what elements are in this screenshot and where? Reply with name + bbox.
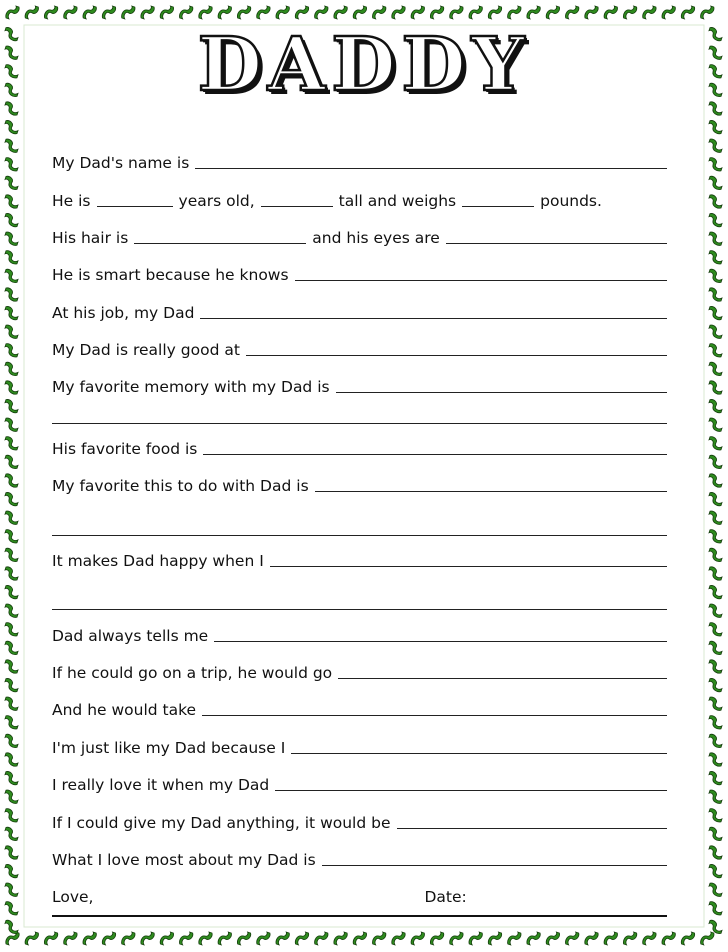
ribbon-icon: [709, 716, 722, 729]
ribbon-icon: [141, 932, 154, 945]
prompt-memory: My favorite memory with my Dad is: [52, 377, 330, 396]
prompt-love-when: I really love it when my Dad: [52, 775, 270, 794]
ribbon-icon: [5, 213, 18, 226]
page-title: DADDY: [197, 22, 531, 108]
line-happy: [52, 548, 667, 570]
line-food: [52, 436, 667, 458]
ribbon-icon: [25, 6, 38, 19]
blank-love-most[interactable]: [322, 865, 667, 866]
ribbon-icon: [373, 6, 386, 19]
ribbon-icon: [5, 920, 18, 933]
prompt-name: My Dad's name is: [52, 153, 190, 172]
ribbon-icon: [709, 883, 722, 896]
ribbon-icon: [5, 511, 18, 524]
ribbon-icon: [276, 6, 289, 19]
ribbon-icon: [5, 232, 18, 245]
ribbon-icon: [44, 6, 57, 19]
prompt-tall-weighs: tall and weighs: [338, 191, 457, 210]
ribbon-icon: [709, 139, 722, 152]
ribbon-icon: [469, 932, 482, 945]
ribbon-icon: [44, 932, 57, 945]
prompt-good-at: My Dad is really good at: [52, 340, 240, 359]
line-smart: [52, 262, 667, 284]
line-name: [52, 150, 667, 172]
ribbon-icon: [701, 6, 714, 19]
ribbon-icon: [5, 697, 18, 710]
ribbon-icon: [709, 120, 722, 133]
prompt-give: If I could give my Dad anything, it would be: [52, 813, 391, 832]
ribbon-icon: [450, 6, 463, 19]
ribbon-icon: [709, 455, 722, 468]
ribbon-icon: [709, 920, 722, 933]
ribbon-icon: [527, 6, 540, 19]
blank-favorite-thing-continued[interactable]: [52, 535, 667, 536]
ribbon-icon: [643, 6, 656, 19]
ribbon-icon: [334, 6, 347, 19]
ribbon-icon: [5, 567, 18, 580]
ribbon-icon: [709, 325, 722, 338]
prompt-like: I'm just like my Dad because I: [52, 738, 286, 757]
ribbon-icon: [709, 902, 722, 915]
ribbon-icon: [160, 932, 173, 945]
ribbon-icon: [295, 932, 308, 945]
line-love-when: [52, 772, 667, 794]
ribbon-icon: [122, 932, 135, 945]
ribbon-icon: [199, 932, 212, 945]
ribbon-icon: [709, 418, 722, 431]
ribbon-icon: [5, 585, 18, 598]
prompt-years-old: years old,: [178, 191, 255, 210]
ribbon-icon: [662, 6, 675, 19]
ribbon-icon: [5, 362, 18, 375]
date-label: Date:: [424, 887, 467, 906]
ribbon-icon: [353, 932, 366, 945]
ribbon-icon: [5, 771, 18, 784]
ribbon-icon: [5, 604, 18, 617]
ribbon-icon: [334, 932, 347, 945]
ribbon-icon: [5, 548, 18, 561]
ribbon-icon: [5, 530, 18, 543]
ribbon-icon: [237, 6, 250, 19]
blank-trip[interactable]: [338, 678, 667, 679]
line-good-at: [52, 337, 667, 359]
ribbon-icon: [5, 176, 18, 189]
ribbon-icon: [5, 158, 18, 171]
prompt-food: His favorite food is: [52, 439, 198, 458]
ribbon-icon: [709, 437, 722, 450]
ribbon-icon: [237, 932, 250, 945]
ribbon-icon: [411, 932, 424, 945]
prompt-pounds: pounds.: [540, 191, 602, 210]
prompt-he-is: He is: [52, 191, 91, 210]
ribbon-icon: [180, 6, 193, 19]
ribbon-icon: [218, 932, 231, 945]
blank-love-when[interactable]: [275, 790, 667, 791]
blank-happy-continued[interactable]: [52, 609, 667, 610]
signoff-rule[interactable]: [52, 915, 667, 917]
line-memory: [52, 374, 667, 396]
ribbon-icon: [709, 492, 722, 505]
ribbon-icon: [5, 846, 18, 859]
ribbon-icon: [5, 269, 18, 282]
ribbon-icon: [709, 158, 722, 171]
ribbon-icon: [411, 6, 424, 19]
line-hair-eyes: [52, 225, 667, 247]
ribbon-icon: [5, 437, 18, 450]
prompt-eyes: and his eyes are: [312, 228, 440, 247]
blank-memory-continued[interactable]: [52, 423, 667, 424]
blank-favorite-thing[interactable]: [315, 491, 667, 492]
ribbon-icon: [276, 932, 289, 945]
ribbon-icon: [709, 604, 722, 617]
line-trip: [52, 660, 667, 682]
ribbon-icon: [585, 932, 598, 945]
line-love-most: [52, 847, 667, 869]
prompt-happy: It makes Dad happy when I: [52, 551, 264, 570]
ribbon-icon: [709, 213, 722, 226]
ribbon-icon: [5, 139, 18, 152]
ribbon-icon: [122, 6, 135, 19]
ribbon-icon: [353, 6, 366, 19]
prompt-smart: He is smart because he knows: [52, 265, 289, 284]
ribbon-icon: [709, 790, 722, 803]
ribbon-icon: [488, 932, 501, 945]
ribbon-icon: [5, 418, 18, 431]
line-favorite-thing: [52, 473, 667, 495]
ribbon-icon: [5, 678, 18, 691]
ribbon-icon: [83, 6, 96, 19]
blank-happy[interactable]: [270, 566, 667, 567]
ribbon-icon: [6, 932, 19, 945]
ribbon-icon: [430, 6, 443, 19]
line-tells: [52, 623, 667, 645]
ribbon-icon: [5, 344, 18, 357]
prompt-job: At his job, my Dad: [52, 303, 195, 322]
ribbon-icon: [5, 399, 18, 412]
ribbon-icon: [681, 932, 694, 945]
blank-like[interactable]: [291, 753, 667, 754]
ribbon-icon: [373, 932, 386, 945]
ribbon-icon: [315, 6, 328, 19]
ribbon-icon: [5, 716, 18, 729]
prompt-take: And he would take: [52, 700, 197, 719]
ribbon-icon: [199, 6, 212, 19]
blank-take[interactable]: [202, 715, 667, 716]
ribbon-icon: [5, 883, 18, 896]
ribbon-icon: [709, 362, 722, 375]
ribbon-icon: [5, 790, 18, 803]
ribbon-icon: [643, 932, 656, 945]
ribbon-icon: [709, 251, 722, 264]
line-age-height-weight: [52, 188, 667, 210]
ribbon-icon: [5, 809, 18, 822]
ribbon-icon: [257, 932, 270, 945]
ribbon-icon: [709, 771, 722, 784]
ribbon-icon: [5, 623, 18, 636]
ribbon-icon: [623, 932, 636, 945]
ribbon-icon: [469, 6, 482, 19]
ribbon-icon: [709, 548, 722, 561]
ribbon-icon: [218, 6, 231, 19]
ribbon-icon: [257, 6, 270, 19]
line-signoff: [52, 884, 667, 906]
ribbon-icon: [623, 6, 636, 19]
ribbon-icon: [64, 932, 77, 945]
ribbon-icon: [5, 102, 18, 115]
ribbon-icon: [709, 567, 722, 580]
signoff-love: Love,: [52, 887, 94, 906]
blank-food[interactable]: [203, 454, 667, 455]
ribbon-icon: [295, 6, 308, 19]
ribbon-icon: [709, 232, 722, 245]
ribbon-icon: [430, 932, 443, 945]
ribbon-icon: [709, 809, 722, 822]
ribbon-icon: [102, 6, 115, 19]
ribbon-icon: [160, 6, 173, 19]
blank-name[interactable]: [195, 168, 667, 169]
ribbon-icon: [709, 102, 722, 115]
ribbon-icon: [392, 6, 405, 19]
ribbon-icon: [5, 734, 18, 747]
blank-eyes[interactable]: [446, 243, 667, 244]
blank-height[interactable]: [261, 206, 333, 207]
ribbon-icon: [709, 827, 722, 840]
ribbon-icon: [5, 753, 18, 766]
blank-give[interactable]: [397, 828, 668, 829]
ribbon-icon: [5, 251, 18, 264]
title-container: [0, 22, 728, 108]
ribbon-icon: [709, 846, 722, 859]
ribbon-icon: [315, 932, 328, 945]
ribbon-icon: [709, 864, 722, 877]
line-give: [52, 810, 667, 832]
ribbon-icon: [141, 6, 154, 19]
blank-job[interactable]: [200, 318, 667, 319]
ribbon-icon: [709, 381, 722, 394]
ribbon-icon: [5, 455, 18, 468]
ribbon-icon: [709, 697, 722, 710]
ribbon-icon: [102, 932, 115, 945]
ribbon-icon: [508, 6, 521, 19]
ribbon-icon: [701, 932, 714, 945]
ribbon-icon: [5, 827, 18, 840]
ribbon-icon: [5, 195, 18, 208]
ribbon-icon: [662, 932, 675, 945]
ribbon-icon: [5, 902, 18, 915]
blank-smart[interactable]: [295, 280, 667, 281]
ribbon-icon: [709, 399, 722, 412]
ribbon-icon: [709, 660, 722, 673]
ribbon-icon: [5, 864, 18, 877]
blank-memory[interactable]: [336, 392, 667, 393]
ribbon-icon: [5, 474, 18, 487]
ribbon-icon: [681, 6, 694, 19]
ribbon-icon: [604, 6, 617, 19]
ribbon-icon: [709, 288, 722, 301]
ribbon-icon: [5, 641, 18, 654]
ribbon-icon: [180, 932, 193, 945]
prompt-favorite-thing: My favorite this to do with Dad is: [52, 476, 309, 495]
line-job: [52, 300, 667, 322]
ribbon-icon: [709, 530, 722, 543]
prompt-hair: His hair is: [52, 228, 129, 247]
ribbon-icon: [709, 678, 722, 691]
ribbon-icon: [585, 6, 598, 19]
blank-weight[interactable]: [462, 206, 534, 207]
ribbon-icon: [488, 6, 501, 19]
blank-good-at[interactable]: [246, 355, 667, 356]
blank-hair[interactable]: [134, 243, 306, 244]
blank-age[interactable]: [97, 206, 173, 207]
ribbon-icon: [6, 6, 19, 19]
ribbon-icon: [5, 492, 18, 505]
ribbon-icon: [450, 932, 463, 945]
ribbon-icon: [508, 932, 521, 945]
ribbon-icon: [709, 511, 722, 524]
ribbon-icon: [83, 932, 96, 945]
ribbon-icon: [64, 6, 77, 19]
ribbon-icon: [5, 325, 18, 338]
ribbon-icon: [709, 195, 722, 208]
ribbon-icon: [709, 306, 722, 319]
ribbon-icon: [709, 474, 722, 487]
ribbon-icon: [527, 932, 540, 945]
ribbon-icon: [709, 344, 722, 357]
blank-tells[interactable]: [214, 641, 667, 642]
ribbon-icon: [709, 734, 722, 747]
prompt-love-most: What I love most about my Dad is: [52, 850, 316, 869]
ribbon-icon: [604, 932, 617, 945]
ribbon-icon: [5, 381, 18, 394]
line-take: [52, 697, 667, 719]
ribbon-icon: [709, 753, 722, 766]
ribbon-icon: [546, 932, 559, 945]
prompt-tells: Dad always tells me: [52, 626, 209, 645]
ribbon-icon: [5, 120, 18, 133]
ribbon-icon: [709, 585, 722, 598]
ribbon-icon: [709, 623, 722, 636]
ribbon-icon: [5, 288, 18, 301]
line-like: [52, 735, 667, 757]
ribbon-icon: [5, 660, 18, 673]
ribbon-icon: [709, 176, 722, 189]
ribbon-icon: [709, 641, 722, 654]
ribbon-icon: [566, 932, 579, 945]
ribbon-icon: [392, 932, 405, 945]
ribbon-icon: [5, 306, 18, 319]
ribbon-icon: [709, 269, 722, 282]
ribbon-icon: [546, 6, 559, 19]
prompt-trip: If he could go on a trip, he would go: [52, 663, 333, 682]
ribbon-icon: [25, 932, 38, 945]
ribbon-icon: [566, 6, 579, 19]
